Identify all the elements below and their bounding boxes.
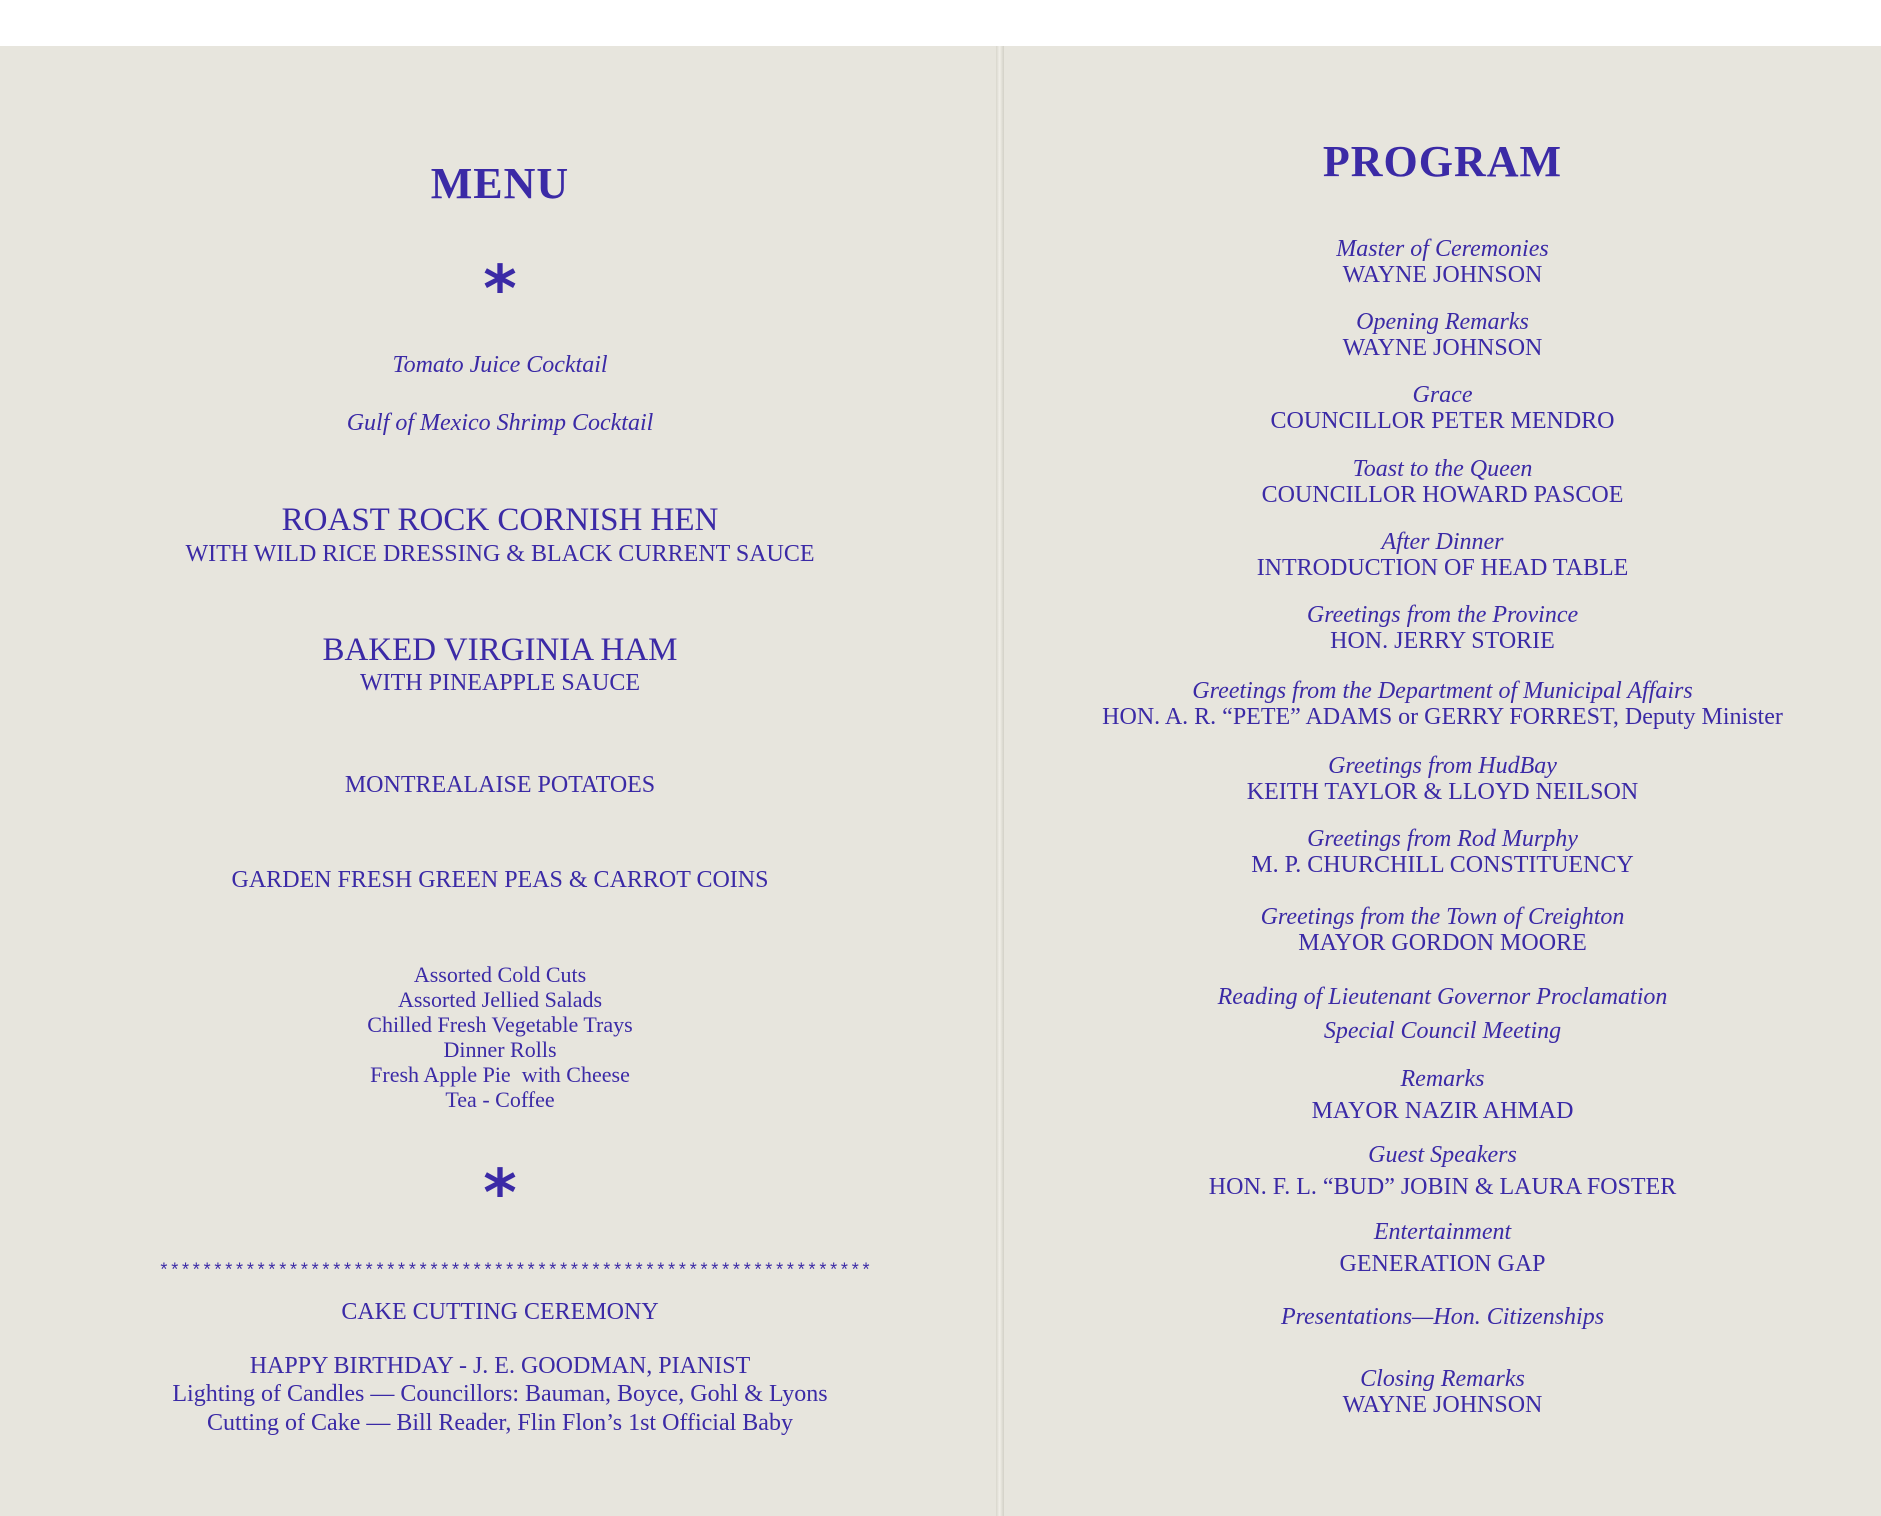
program-item <box>1004 529 1881 581</box>
program-item-role: Greetings from the Province <box>1306 602 1579 628</box>
program-item-name: MAYOR GORDON MOORE <box>1298 930 1587 956</box>
cake-birthday-line: HAPPY BIRTHDAY - J. E. GOODMAN, PIANIST <box>249 1353 751 1379</box>
buffet-item: Dinner Rolls <box>443 1037 557 1062</box>
program-item-name: INTRODUCTION OF HEAD TABLE <box>1256 555 1629 581</box>
buffet-item: Assorted Cold Cuts <box>413 962 587 987</box>
program-item <box>1004 904 1881 956</box>
program-item-name: GENERATION GAP <box>1339 1251 1546 1277</box>
asterisk-divider: ****************************************************************** <box>158 1262 872 1282</box>
program-item <box>1004 1142 1881 1200</box>
side-peas-carrots: GARDEN FRESH GREEN PEAS & CARROT COINS <box>231 867 769 893</box>
program-item <box>1004 1219 1881 1277</box>
program-item-role: Greetings from the Town of Creighton <box>1260 904 1625 930</box>
program-item <box>1004 309 1881 361</box>
program-item-role: Closing Remarks <box>1360 1366 1525 1392</box>
buffet-item: Chilled Fresh Vegetable Trays <box>367 1012 633 1037</box>
main-course-hen-detail: WITH WILD RICE DRESSING & BLACK CURRENT SAUCE <box>185 541 815 567</box>
program-item-role: Greetings from HudBay <box>1328 753 1557 779</box>
program-title: PROGRAM <box>1322 137 1563 186</box>
program-item-name: WAYNE JOHNSON <box>1342 335 1543 361</box>
program-item-name: M. P. CHURCHILL CONSTITUENCY <box>1251 852 1634 878</box>
menu-title: MENU <box>430 159 570 208</box>
program-item-name: HON. F. L. “BUD” JOBIN & LAURA FOSTER <box>1208 1174 1677 1200</box>
program-item <box>1004 236 1881 288</box>
program-item-role: Toast to the Queen <box>1352 456 1533 482</box>
cake-cutting-line: Cutting of Cake — Bill Reader, Flin Flon’s 1st Official Baby <box>207 1410 793 1436</box>
program-item-role: Presentations—Hon. Citizenships <box>1280 1304 1605 1330</box>
program-item <box>1004 678 1881 730</box>
buffet-item: Fresh Apple Pie with Cheese <box>370 1062 630 1087</box>
buffet-item: Assorted Jellied Salads <box>397 987 603 1012</box>
asterisk-ornament-top: * <box>483 253 517 327</box>
program-item-name: Special Council Meeting <box>1323 1018 1562 1044</box>
program-item-role: Master of Ceremonies <box>1336 236 1549 262</box>
program-item <box>1004 602 1881 654</box>
program-item <box>1004 1304 1881 1330</box>
program-item <box>1004 826 1881 878</box>
program-item-role: Greetings from Rod Murphy <box>1307 826 1578 852</box>
asterisk-ornament-bottom: * <box>483 1157 517 1231</box>
program-item-role: Guest Speakers <box>1368 1142 1517 1168</box>
program-item <box>1004 984 1881 1044</box>
program-item-role: Entertainment <box>1373 1219 1512 1245</box>
buffet-item: Tea - Coffee <box>445 1087 555 1112</box>
starter-tomato-juice: Tomato Juice Cocktail <box>392 352 608 378</box>
program-item <box>1004 753 1881 805</box>
program-item-role: After Dinner <box>1381 529 1504 555</box>
program-item-name: WAYNE JOHNSON <box>1342 1392 1543 1418</box>
program-item-role: Opening Remarks <box>1356 309 1529 335</box>
cake-candles-line: Lighting of Candles — Councillors: Bauman, Boyce, Gohl & Lyons <box>172 1381 828 1407</box>
program-item <box>1004 1066 1881 1124</box>
starter-shrimp-cocktail: Gulf of Mexico Shrimp Cocktail <box>346 410 654 436</box>
cake-heading: CAKE CUTTING CEREMONY <box>341 1299 659 1325</box>
program-item-name: WAYNE JOHNSON <box>1342 262 1543 288</box>
program-item-role: Remarks <box>1400 1066 1485 1092</box>
program-item <box>1004 456 1881 508</box>
program-item-name: COUNCILLOR PETER MENDRO <box>1270 408 1615 434</box>
side-potatoes: MONTREALAISE POTATOES <box>344 772 656 798</box>
program-item-name: KEITH TAYLOR & LLOYD NEILSON <box>1246 779 1639 805</box>
program-item-name: HON. A. R. “PETE” ADAMS or GERRY FORREST, Deputy Minister <box>1102 704 1783 730</box>
program-item <box>1004 382 1881 434</box>
program-item-role: Reading of Lieutenant Governor Proclamation <box>1217 984 1668 1010</box>
buffet-list <box>0 962 1000 1112</box>
program-item-role: Greetings from the Department of Municipal Affairs <box>1192 678 1693 704</box>
program-item-name: COUNCILLOR HOWARD PASCOE <box>1261 482 1624 508</box>
program-item-name: HON. JERRY STORIE <box>1330 628 1555 654</box>
main-course-ham-detail: WITH PINEAPPLE SAUCE <box>360 670 640 696</box>
program-item-role: Grace <box>1412 382 1473 408</box>
program-item <box>1004 1366 1881 1418</box>
main-course-hen: ROAST ROCK CORNISH HEN <box>281 502 719 538</box>
program-item-name: MAYOR NAZIR AHMAD <box>1311 1098 1574 1124</box>
main-course-ham: BAKED VIRGINIA HAM <box>322 632 678 668</box>
